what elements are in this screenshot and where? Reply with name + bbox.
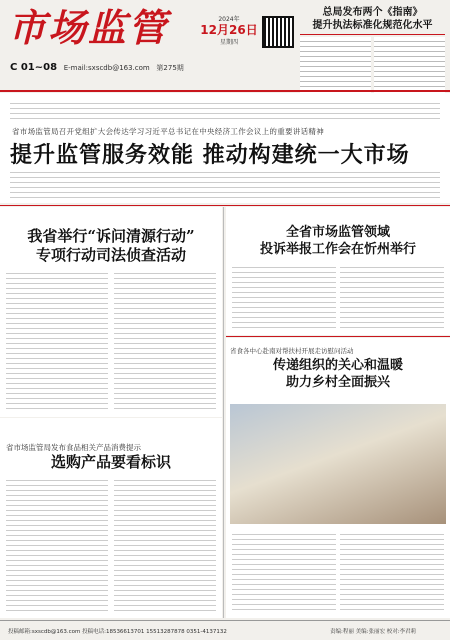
story2-title-line1[interactable]: 我省举行“诉问清源行动” bbox=[27, 227, 195, 245]
footer-contact: 投稿邮箱:sxscdb@163.com 投稿电话:18536613701 15513287878 0351-4137132 bbox=[8, 629, 227, 635]
story4-photo bbox=[230, 404, 446, 524]
body-text-block bbox=[340, 263, 444, 331]
lead-headline[interactable]: 提升监管服务效能 推动构建统一大市场 bbox=[10, 142, 410, 168]
story-3 bbox=[226, 207, 450, 335]
edition-row bbox=[10, 62, 184, 73]
headline-rule bbox=[300, 34, 445, 35]
story4-title-line1[interactable]: 传递组织的关心和温暖 bbox=[272, 358, 403, 373]
story-5 bbox=[0, 418, 222, 618]
date-box bbox=[198, 14, 260, 74]
story-2 bbox=[0, 207, 222, 417]
masthead bbox=[0, 0, 450, 92]
story5-kicker: 省市场监管局发布食品相关产品消费提示 bbox=[6, 443, 141, 452]
edition-label: C 01~08 bbox=[10, 62, 58, 73]
story3-title-line1[interactable]: 全省市场监管领域 bbox=[285, 225, 390, 240]
body-text-block bbox=[6, 476, 108, 614]
body-text-block bbox=[6, 269, 108, 409]
lead-story bbox=[0, 93, 450, 203]
body-text-block bbox=[10, 99, 440, 123]
footer-staff: 责编:程丽 美编:张丽宏 校对:李君莉 bbox=[330, 629, 417, 635]
footer bbox=[0, 620, 450, 640]
story2-title-line2[interactable]: 专项行动司法侦查活动 bbox=[35, 246, 186, 264]
body-text-block bbox=[232, 530, 336, 612]
divider bbox=[0, 205, 450, 206]
story-4 bbox=[226, 338, 450, 618]
story4-title-line2[interactable]: 助力乡村全面振兴 bbox=[285, 375, 390, 390]
body-text-block bbox=[232, 263, 336, 331]
masthead-divider bbox=[0, 90, 450, 92]
issue-label: 第275期 bbox=[156, 64, 184, 72]
body-text-block bbox=[340, 530, 444, 612]
body-text-block bbox=[114, 476, 216, 614]
divider bbox=[226, 336, 450, 337]
qr-code-icon bbox=[262, 16, 294, 48]
year-label: 2024年 bbox=[218, 16, 240, 23]
story4-kicker: 省食各中心赴南对帮扶村开展走访慰问活动 bbox=[230, 347, 354, 355]
headline-line2: 提升执法标准化规范化水平 bbox=[312, 20, 433, 31]
lead-kicker: 省市场监管局召开党组扩大会传达学习习近平总书记在中央经济工作会议上的重要讲话精神 bbox=[12, 127, 324, 136]
headline-line1: 总局发布两个《指南》 bbox=[322, 7, 423, 18]
column-divider bbox=[223, 207, 224, 618]
newspaper-logo: 市场监管 bbox=[8, 5, 169, 50]
body-text-block bbox=[10, 168, 440, 198]
email-label: E-mail:sxscdb@163.com bbox=[63, 64, 150, 72]
weekday-label: 星期四 bbox=[219, 39, 238, 46]
story3-title-line2[interactable]: 投诉举报工作会在忻州举行 bbox=[259, 242, 416, 257]
story5-title[interactable]: 选购产品要看标识 bbox=[50, 453, 171, 471]
date-label: 12月26日 bbox=[200, 23, 258, 37]
body-text-block bbox=[114, 269, 216, 409]
